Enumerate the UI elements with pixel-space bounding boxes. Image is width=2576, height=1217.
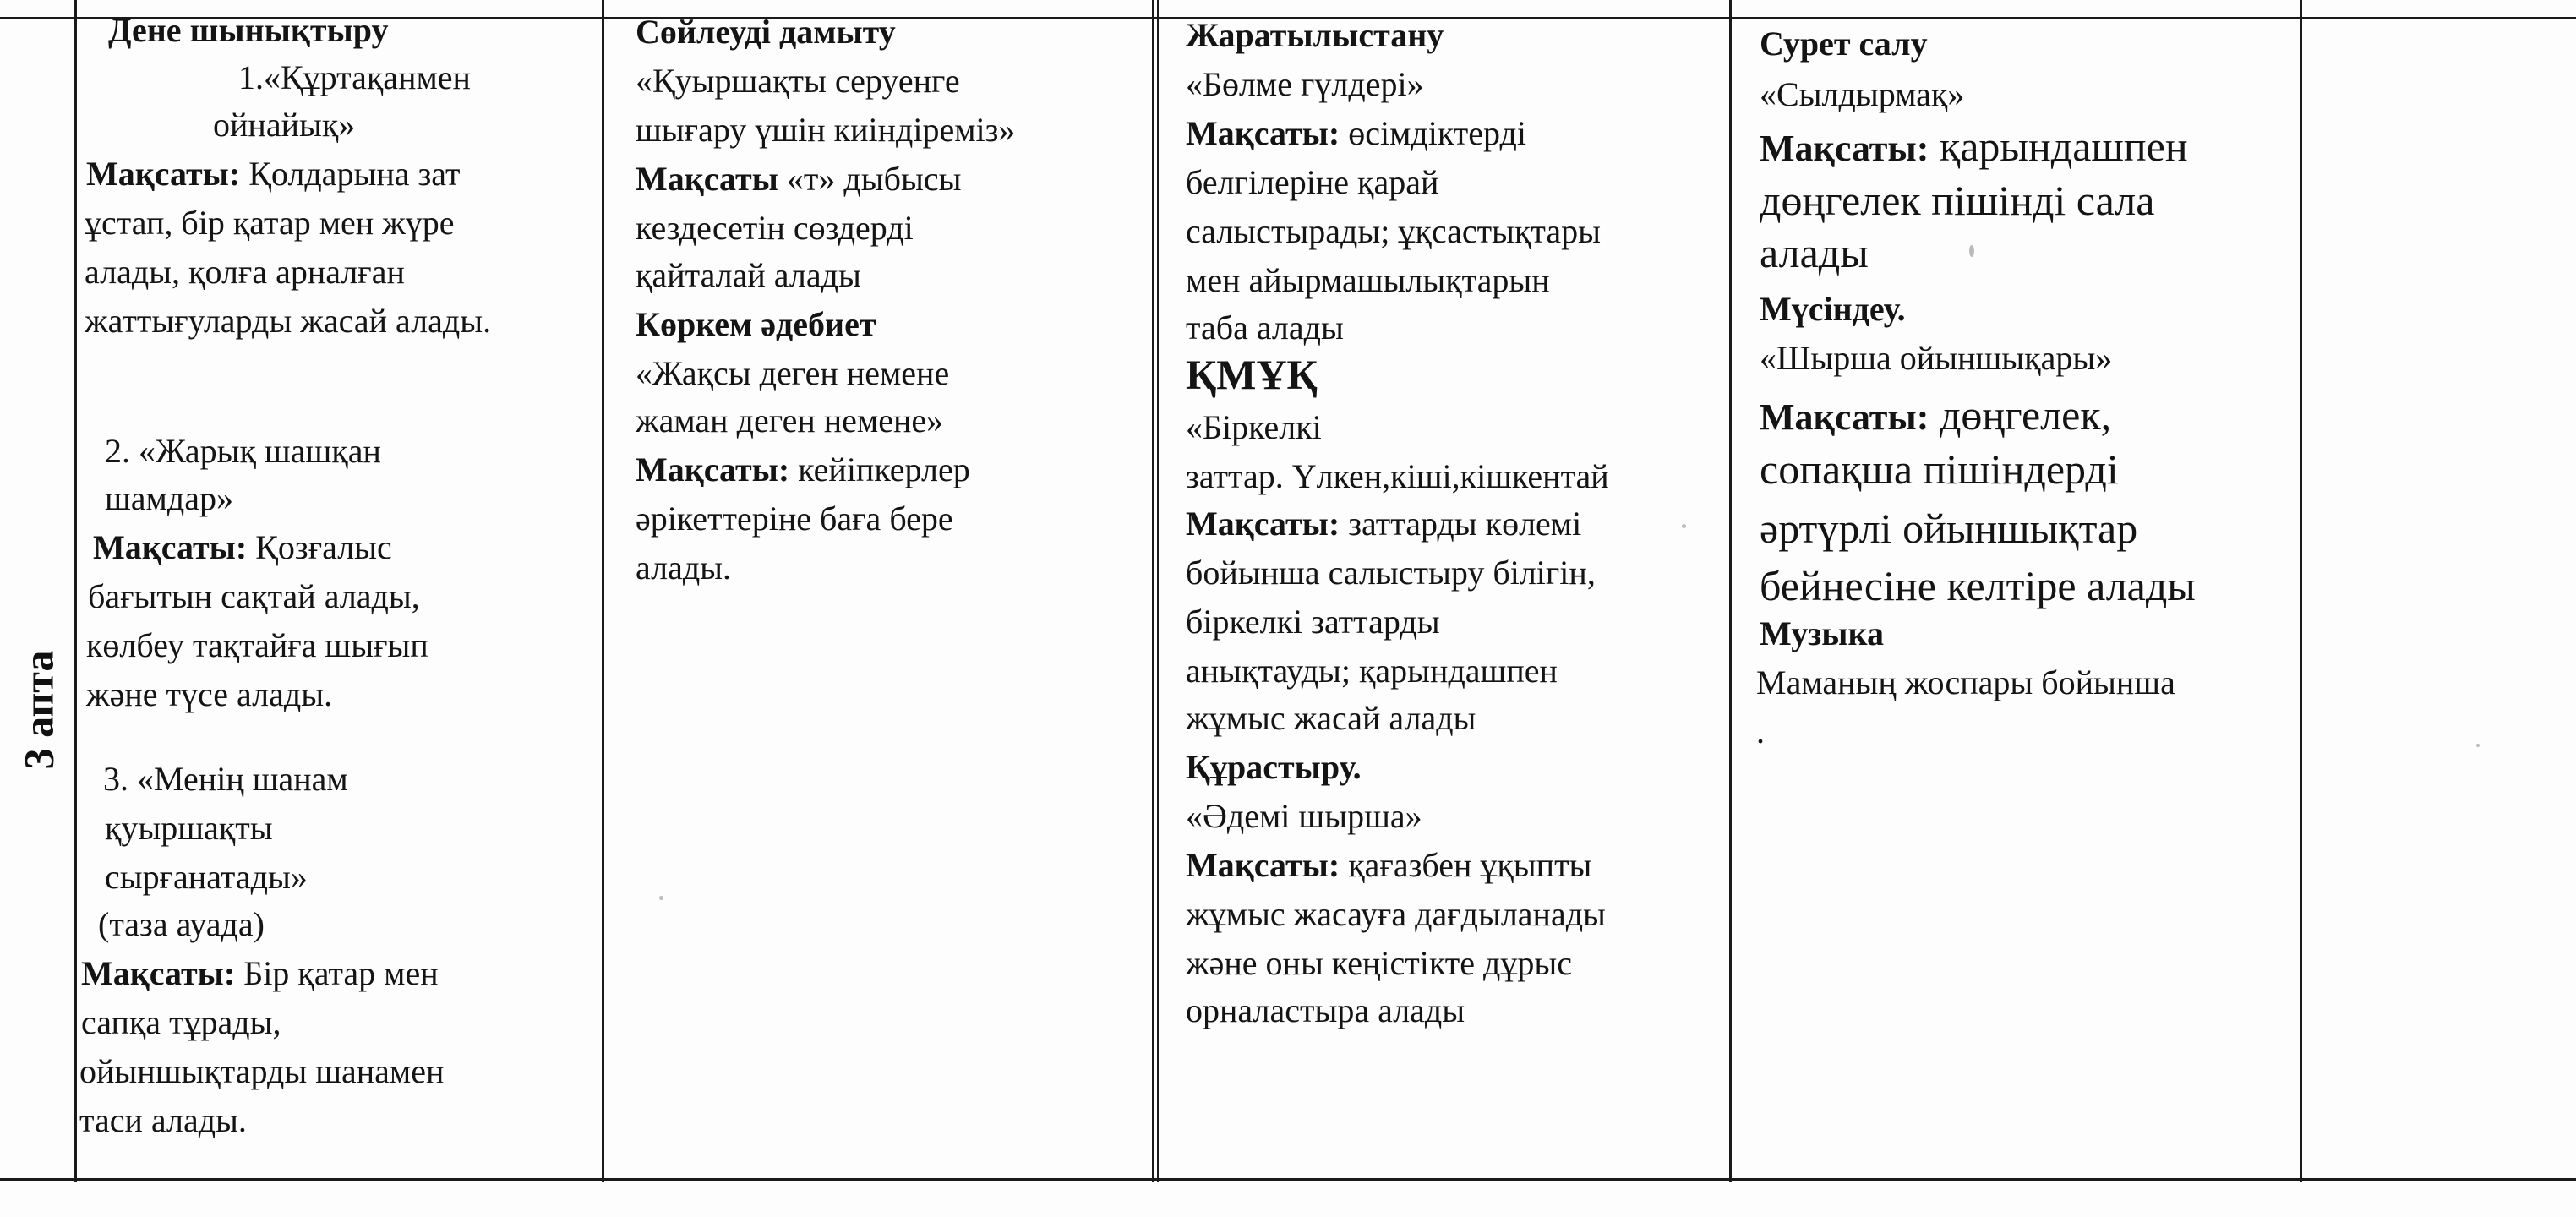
drawing-goal-line-3: алады [1760,229,1869,276]
math-goal-line-5: жұмыс жасай алады [1186,699,1476,737]
cell-natural-science [1160,0,1727,1217]
drawing-title: Сурет салу [1760,25,1928,63]
game-2-title-line-2: шамдар» [105,479,233,517]
goal-label: Мақсаты: [1186,505,1340,543]
literature-goal-line-3: алады. [636,548,732,587]
music-line-2: . [1756,712,1765,750]
week-label: 3 апта [14,650,63,770]
goal-text: қарындашпен [1929,123,2188,170]
molding-goal-line-2: сопақша пішіндерді [1760,445,2119,493]
game-1-goal-line-2: ұстап, бір қатар мен жүре [85,204,455,242]
goal-text: кейіпкерлер [789,450,970,488]
goal-label: Мақсаты: [636,450,790,488]
goal-label: Мақсаты: [1186,846,1340,884]
goal-text: дөңгелек, [1929,391,2112,439]
nature-goal-line-3: салыстырады; ұқсастықтары [1186,212,1601,250]
construction-goal-line-2: жұмыс жасауға дағдыланады [1186,895,1606,933]
nature-topic-line-1: «Бөлме гүлдері» [1186,65,1424,103]
speech-topic-line-2: шығару үшін киіндіреміз» [636,111,1016,149]
speech-topic-line-1: «Қуыршақты серуенге [636,62,960,100]
speech-goal-line-1 [636,156,961,203]
literature-title: Көркем әдебиет [636,305,876,343]
goal-label: Мақсаты [636,160,778,198]
literature-topic-line-2: жаман деген немене» [636,401,944,439]
literature-topic-line-1: «Жақсы деген немене [636,354,950,392]
goal-label: Мақсаты: [81,954,236,992]
construction-goal-line-1 [1186,842,1591,889]
music-title: Музыка [1760,614,1884,652]
game-1-goal-line-1 [86,150,460,198]
game-3-title-line-4: (таза ауада) [98,905,265,943]
math-topic-line-1: «Біркелкі [1186,408,1322,446]
speech-goal-line-2: кездесетін сөздерді [636,209,914,247]
math-goal-line-2: бойынша салыстыру білігін, [1186,554,1596,592]
molding-goal-line-4: бейнесіне келтіре алады [1760,562,2196,609]
game-3-goal-line-3: ойыншықтарды шанамен [79,1052,445,1090]
goal-label: Мақсаты: [93,528,248,566]
speech-title: Сөйлеуді дамыту [636,13,896,51]
nature-goal-line-4: мен айырмашылықтарын [1186,261,1550,299]
math-topic-line-2: заттар. Үлкен,кіші,кішкентай [1186,457,1609,495]
construction-title: Құрастыру. [1186,748,1362,786]
drawing-goal-line-2: дөңгелек пішінді сала [1760,177,2155,224]
math-goal-line-1 [1186,500,1581,548]
math-title: ҚМҰҚ [1186,351,1318,398]
game-1-goal-line-3: алады, қолға арналған [85,253,405,291]
game-3-goal-line-4: таси алады. [79,1101,247,1139]
game-3-title-line-3: сырғанатады» [105,858,308,896]
goal-text: Қозғалыс [247,528,392,566]
literature-goal-line-2: әрікеттеріне баға бере [636,499,953,538]
goal-text: қағазбен ұқыпты [1340,846,1592,884]
drawing-topic-line-1: «Сылдырмақ» [1760,75,1965,113]
game-3-goal-line-1 [81,950,439,997]
column-divider-3b [1157,0,1159,1182]
goal-text: өсімдіктерді [1340,114,1526,152]
game-3-goal-line-2: сапқа тұрады, [81,1003,281,1041]
goal-text: Қолдарына зат [240,155,461,193]
cell-speech-development [605,0,1150,1217]
column-divider-3 [1152,0,1154,1182]
goal-text: Бір қатар мен [235,954,439,992]
nature-title: Жаратылыстану [1186,16,1444,54]
speech-goal-line-3: қайталай алады [636,256,861,294]
game-2-goal-line-1 [93,524,392,571]
goal-text: «т» дыбысы [778,160,962,198]
goal-label: Мақсаты: [1186,114,1340,152]
nature-goal-line-2: белгілеріне қарай [1186,163,1439,201]
game-3-title-line-2: қуыршақты [105,809,273,847]
cell-drawing [1733,0,2298,1217]
molding-goal-line-3: әртүрлі ойыншықтар [1760,505,2138,552]
column-divider-1 [74,0,77,1182]
column-divider-2 [602,0,604,1182]
molding-title: Мүсіндеу. [1760,290,1906,328]
construction-topic-line-1: «Әдемі шырша» [1186,797,1422,835]
construction-goal-line-4: орналастыра алады [1186,991,1465,1029]
construction-goal-line-3: және оны кеңістікте дұрыс [1186,944,1573,982]
nature-goal-line-1 [1186,110,1526,157]
game-3-title-line-1: 3. «Менің шанам [103,760,348,798]
game-1-goal-line-4: жаттығуларды жасай алады. [85,302,492,340]
game-2-goal-line-3: көлбеу тақтайға шығып [86,626,428,664]
math-goal-line-3: біркелкі заттарды [1186,603,1440,641]
column-divider-5 [2300,0,2302,1182]
game-2-goal-line-4: және түсе алады. [86,675,333,713]
math-goal-line-4: анықтауды; қарындашпен [1186,652,1558,690]
goal-label: Мақсаты: [1760,128,1929,169]
nature-goal-line-5: таба алады [1186,308,1344,347]
game-1-title-line-1: 1.«Құртақанмен [238,58,471,96]
goal-text: заттарды көлемі [1340,505,1582,543]
physical-title: Дене шынықтыру [108,11,389,49]
goal-label: Мақсаты: [1760,396,1929,438]
goal-label: Мақсаты: [86,155,241,193]
molding-topic-line-1: «Шырша ойыншықары» [1760,339,2113,377]
literature-goal-line-1 [636,446,970,494]
music-line-1: Маманың жоспары бойынша [1756,663,2175,701]
molding-goal-line-1 [1760,389,2111,444]
drawing-goal-line-1 [1760,120,2188,175]
game-2-title-line-1: 2. «Жарық шашқан [105,432,381,470]
game-2-goal-line-2: бағытын сақтай алады, [88,577,420,615]
column-divider-4 [1729,0,1732,1182]
cell-physical-education [78,0,600,1217]
game-1-title-line-2: ойнайық» [213,106,356,144]
week-label-cell [8,608,68,811]
cell-empty [2303,0,2576,1217]
